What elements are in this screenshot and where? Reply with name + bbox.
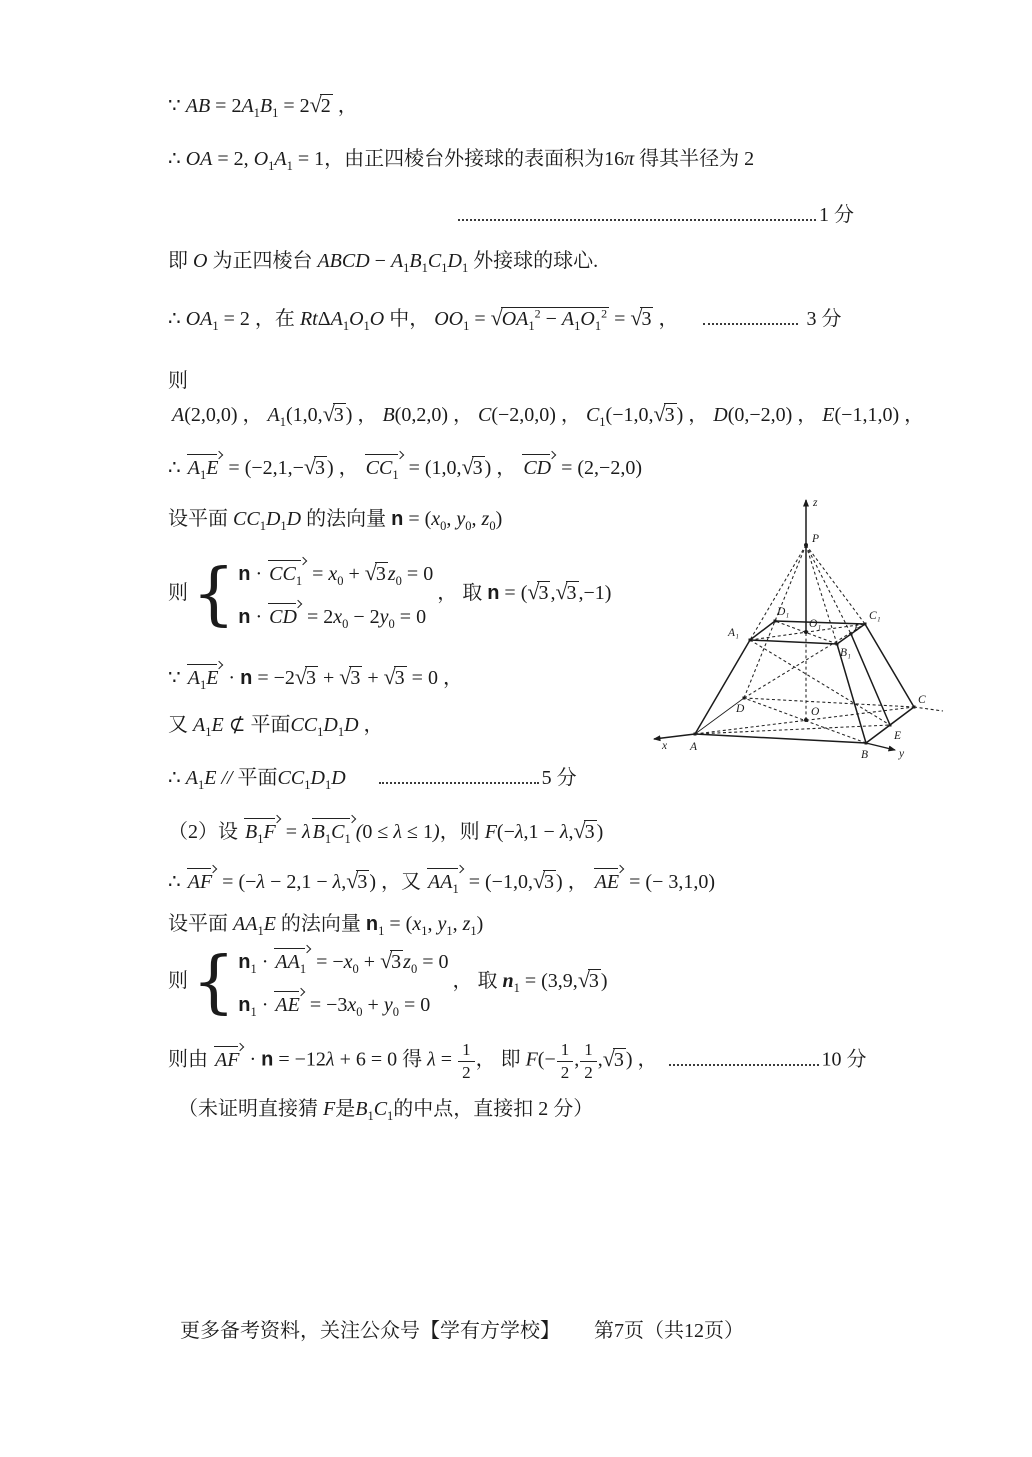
vectors-line: ∴ $A_1E = (-2,1,-√3$ ) ， $CC_1 = (1,0,√3$ ) ， CD = (2,−2,0) [168, 454, 642, 482]
label-D1: D₁ [777, 606, 790, 618]
penalty-note: （未证明直接猜 F是$B_1C_1$的中点，直接扣 2 分） [178, 1098, 594, 1123]
normal-system-2: 则 { $n_1 \cdot AA_1 = -x_0 + √3$ $z_0 = 0$ $n_1$ · AE = $-3x_0 + y_0 = 0$ ， 取 $n_1 = (3,9,√3$ ) [168, 942, 608, 1022]
label-E: E [894, 730, 902, 742]
label-O: O [811, 706, 820, 718]
label-F: F [854, 622, 862, 634]
label-D: D [736, 703, 745, 715]
af-vectors-line: ∴ AF = (−λ − 2,1 − λ,√3 ) ，又 $AA_1 = (-1,0,√3$ ) ， AE = (− 3,1,0) [168, 868, 716, 896]
vertex-markers [694, 543, 916, 745]
x-axis [654, 734, 695, 739]
label-A: A [690, 741, 698, 753]
normal-setup-1: 设平面 $CC_1D_1D$ 的法向量 $n = (x_0$, $y_0$, $z_0$) [168, 508, 503, 533]
label-y: y [899, 748, 905, 760]
label-B1: B₁ [840, 647, 852, 659]
label-O1: O₁ [809, 618, 822, 630]
label-x: x [662, 740, 668, 752]
frustum-figure [648, 488, 948, 773]
figure-labels [661, 497, 926, 761]
dot-product-check: ∵ $A_1E \cdot n = -2√3 + √3 + √3 = 0$ ， [168, 664, 463, 692]
label-z: z [813, 497, 818, 509]
normal-system-1: 则 { $n \cdot CC_1 = x_0 + √3$ $z_0 = 0$ n · CD = $2x_0 - 2y_0 = 0$ ， 取 n = (√3 ,√3 ,−1) [168, 554, 612, 634]
step-ab-length: ∵ AB = $2A_1B_1 = 2√2$ ， [168, 92, 358, 120]
score-line-1: 1 分 [455, 202, 854, 229]
normal-setup-2: 设平面 $AA_1E$ 的法向量 $n_1 = (x_1$, $y_1$, $z_1$) [168, 913, 484, 938]
label-A1: A₁ [728, 627, 740, 639]
y-axis [866, 743, 895, 750]
solid-edges [695, 621, 914, 743]
not-subset-line: 又 $A_1E$ ⊄ 平面$CC_1D_1D$ ， [168, 714, 384, 739]
label-B: B [861, 749, 869, 761]
lambda-solve-line: 则由 AF · n = −12λ + 6 = 0 得 λ = $\frac{1}{2}$ ， 即 F(− $\frac{1}{2}$ , $\frac{1}{2}$ ,√3 ) ， 10 分 [168, 1040, 867, 1082]
part2-setup: （2）设 $B_1F = \lambda$ $B_1C_1$ (0 ≤ λ ≤ 1)，则 F(−λ,1 − λ,√3 ) [168, 818, 604, 846]
parallel-conclusion: ∴ $A_1E$ // 平面$CC_1D_1D$ 5 分 [168, 767, 577, 792]
step-sphere-center: 即 O 为正四棱台 ABCD − $A_1B_1C_1D_1$ 外接球的球心. [168, 250, 599, 275]
label-C1: C₁ [869, 610, 881, 622]
word-then: 则 [168, 370, 188, 392]
label-P: P [812, 533, 820, 545]
footer-line: 更多备考资料，关注公众号【学有方学校】 第7页（共12页） [180, 1320, 744, 1342]
step-oa-radius: ∴ OA = 2, $O_1A_1 = 1$，由正四棱台外接球的表面积为16π 得其半径为 2 [168, 148, 755, 173]
step-oo1-height: ∴ $OA_1 = 2$ ，在 $Rt\Delta A_1O_1O$ 中， $OO_1 = √OA_1^2 - A_1O_1^2 = √3$ ， 3 分 [168, 305, 842, 333]
label-C: C [918, 694, 926, 706]
coordinates-line: A(2,0,0) ， $A_1(1,0,√3$ ) ， B(0,2,0) ， C(−2,0,0) ， $C_1(-1,0,√3$ ) ， D(0,−2,0) ， E(−1,1,0) ， [172, 401, 925, 429]
